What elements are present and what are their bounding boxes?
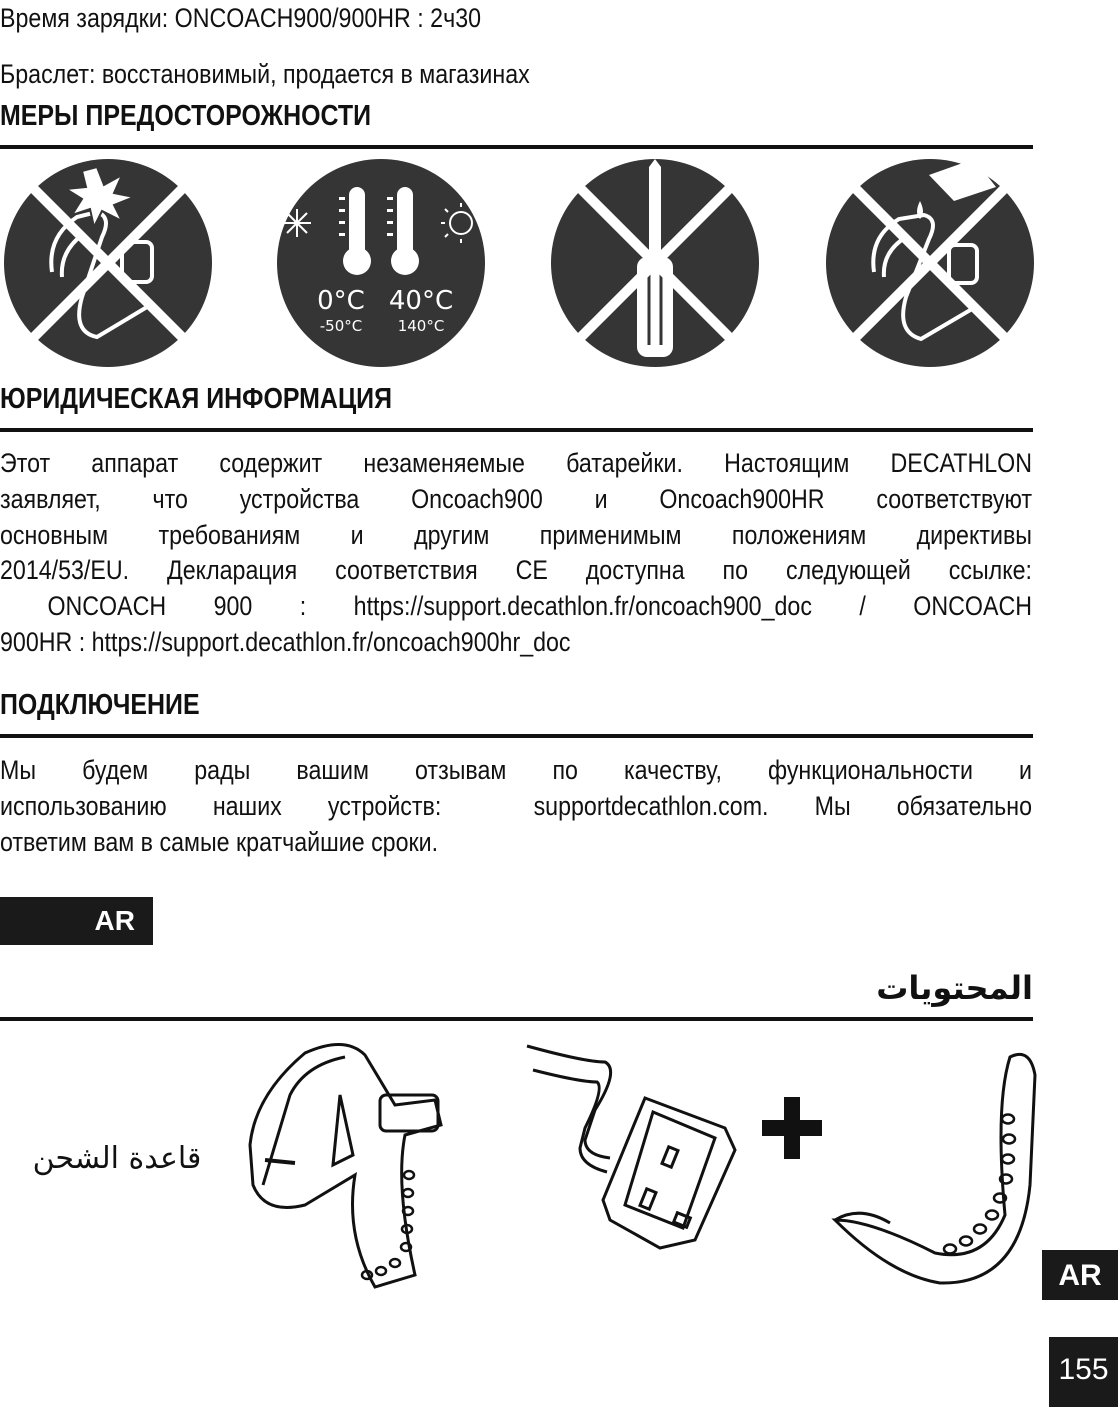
connection-heading: ПОДКЛЮЧЕНИЕ (0, 689, 200, 721)
no-screwdriver-icon (549, 157, 761, 369)
storage-min-label: -50°C (319, 317, 363, 335)
no-impact-icon (2, 157, 214, 369)
legal-line: 900HR : https://support.decathlon.fr/oncoach900hr_doc (0, 626, 571, 657)
charging-cradle-illustration (525, 1040, 740, 1255)
connection-line: ответим вам в самые кратчайшие сроки. (0, 826, 439, 857)
bracelet-line: Браслет: восстановимый, продается в магазинах (0, 59, 530, 89)
section-divider (0, 428, 1033, 432)
legal-paragraph (0, 446, 1032, 661)
language-side-tab: AR (1042, 1250, 1118, 1300)
precautions-heading: МЕРЫ ПРЕДОСТОРОЖНОСТИ (0, 100, 372, 132)
section-divider (0, 145, 1033, 149)
connection-line: использованию наших устройств: supportdecathlon.com. Мы обязательно (0, 790, 1032, 821)
storage-max-label: 140°C (397, 317, 445, 335)
legal-line: ONCOACH 900 : https://support.decathlon.fr/oncoach900_doc / ONCOACH (0, 591, 1032, 622)
no-chemicals-icon (824, 157, 1036, 369)
ar-section-badge: AR (0, 897, 153, 945)
legal-heading: ЮРИДИЧЕСКАЯ ИНФОРМАЦИЯ (0, 383, 393, 415)
connection-line: Мы будем рады вашим отзывам по качеству, функциональности и (0, 755, 1032, 785)
plus-icon (762, 1097, 822, 1159)
temp-min-label: 0°C (317, 286, 365, 316)
connection-paragraph (0, 753, 1032, 860)
temperature-icon (275, 157, 487, 369)
legal-line: основным требованиям и другим применимым положениям директивы (0, 519, 1032, 550)
strap-illustration (830, 1045, 1040, 1290)
legal-line: 2014/53/EU. Декларация соответствия CE доступна по следующей ссылке: (0, 555, 1032, 586)
legal-line: Этот аппарат содержит незаменяемые батарейки. Настоящим DECATHLON (0, 448, 1032, 478)
charge-time-line: Время зарядки: ONCOACH900/900HR : 2ч30 (0, 3, 482, 33)
legal-line: заявляет, что устройства Oncoach900 и Oncoach900HR соответствуют (0, 483, 1032, 514)
section-divider (0, 1017, 1033, 1021)
contents-heading: المحتويات (876, 969, 1033, 1007)
page-number: 155 (1049, 1337, 1118, 1407)
section-divider (0, 734, 1033, 738)
charging-base-label: قاعدة الشحن (32, 1141, 202, 1176)
temp-max-label: 40°C (388, 286, 454, 316)
tracker-illustration (245, 1035, 465, 1295)
